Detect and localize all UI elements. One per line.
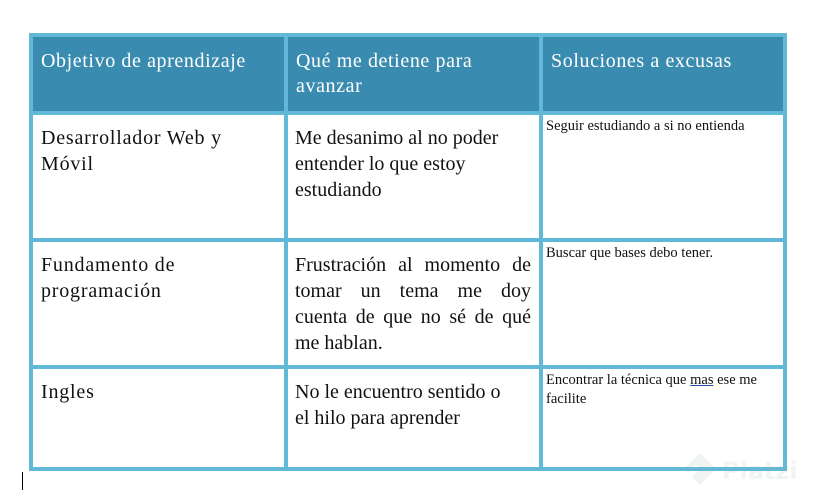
- row1-objetivo: [33, 115, 284, 238]
- header-soluciones-label: Soluciones a excusas: [551, 50, 732, 72]
- row3-solucion-part2: ese me facilite: [546, 372, 757, 407]
- row1-solucion-text: Seguir estudiando a si no entienda: [546, 118, 745, 134]
- row2-objetivo-text: Fundamento de programación: [41, 254, 176, 302]
- row3-solucion-part1: Encontrar la técnica que: [546, 372, 691, 388]
- row2-detiene: [288, 242, 539, 365]
- header-objetivo: [33, 37, 284, 111]
- row2-solucion: [543, 242, 783, 365]
- platzi-watermark-text: Platzi: [722, 457, 798, 485]
- row3-detiene-text: No le encuentro sentido o el hilo para aprender: [295, 381, 501, 429]
- row3-objetivo: [33, 369, 284, 467]
- row1-detiene-text: Me desanimo al no poder entender lo que estoy estudiando: [295, 127, 499, 201]
- row2-solucion-text: Buscar que bases debo tener.: [546, 245, 714, 261]
- header-soluciones: [543, 37, 783, 111]
- row1-solucion: [543, 115, 783, 238]
- text-cursor: [22, 472, 23, 490]
- row2-objetivo: [33, 242, 284, 365]
- header-detiene-label: Qué me detiene para avanzar: [296, 50, 473, 97]
- header-objetivo-label: Objetivo de aprendizaje: [41, 50, 246, 72]
- goals-table: [29, 33, 787, 471]
- platzi-logo-icon: [682, 451, 718, 491]
- row3-objetivo-text: Ingles: [41, 381, 95, 403]
- row2-detiene-text: Frustración al momento de tomar un tema me doy cuenta de que no sé de qué me hablan.: [295, 254, 531, 354]
- row1-detiene: [288, 115, 539, 238]
- row3-solucion-underlined: mas: [690, 372, 714, 388]
- row1-objetivo-text: Desarrollador Web y Móvil: [41, 127, 222, 175]
- header-detiene: [288, 37, 539, 111]
- platzi-watermark: [682, 450, 798, 492]
- row3-detiene: [288, 369, 539, 467]
